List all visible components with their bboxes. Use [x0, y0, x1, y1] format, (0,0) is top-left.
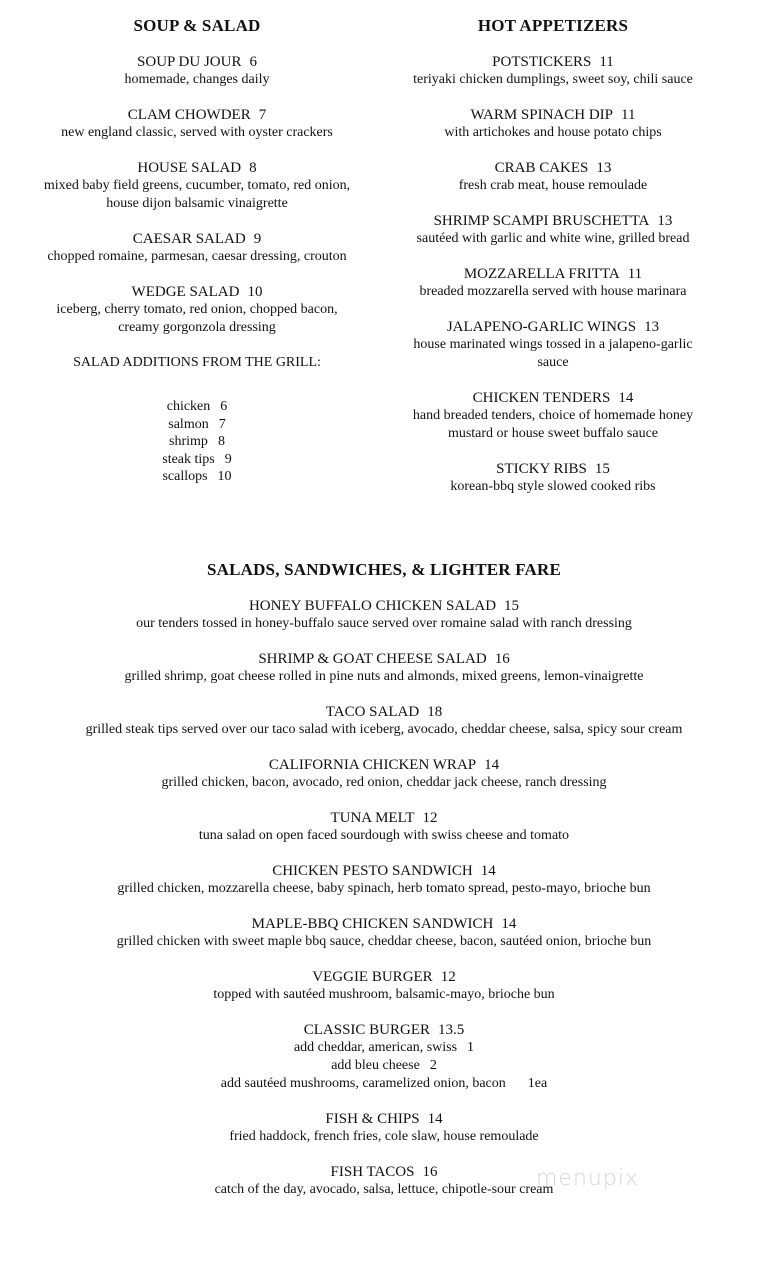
menu-item	[0, 915, 768, 951]
menu-item	[363, 159, 743, 195]
item-price: 11	[599, 54, 614, 70]
item-price: 6	[249, 54, 257, 70]
menu-item	[0, 703, 768, 739]
item-name: CRAB CAKES	[494, 160, 589, 176]
item-name: CHICKEN TENDERS	[472, 390, 611, 406]
watermark-logo: menupix	[536, 1166, 639, 1191]
item-name: SOUP DU JOUR	[137, 54, 242, 70]
item-price: 7	[258, 107, 267, 123]
menu-item	[363, 460, 743, 496]
item-description: grilled shrimp, goat cheese rolled in pine nuts and almonds, mixed greens, lemon-vinaigrette	[124, 669, 644, 684]
item-description: hand breaded tenders, choice of homemade honey mustard or house sweet buffalo sauce	[412, 408, 694, 441]
item-name: FISH & CHIPS	[325, 1111, 420, 1127]
burger-extra: add bleu cheese 2	[331, 1058, 437, 1073]
item-name: SHRIMP SCAMPI BRUSCHETTA	[433, 213, 650, 229]
item-description: teriyaki chicken dumplings, sweet soy, chili sauce	[413, 72, 693, 87]
item-name: MOZZARELLA FRITTA	[463, 266, 620, 282]
item-description: topped with sautéed mushroom, balsamic-mayo, brioche bun	[213, 987, 555, 1002]
soup-salad-section	[22, 16, 372, 486]
menu-item	[0, 756, 768, 792]
item-price: 14	[427, 1111, 443, 1127]
item-name: SHRIMP & GOAT CHEESE SALAD	[258, 651, 487, 667]
item-description: homemade, changes daily	[124, 72, 270, 87]
item-name: VEGGIE BURGER	[312, 969, 433, 985]
menu-item	[22, 159, 372, 213]
menu-item	[0, 809, 768, 845]
item-name: HONEY BUFFALO CHICKEN SALAD	[248, 598, 497, 614]
menu-item	[363, 389, 743, 443]
item-price: 8	[249, 160, 257, 176]
menu-item	[0, 968, 768, 1004]
item-description: grilled chicken, bacon, avocado, red onion, cheddar jack cheese, ranch dressing	[161, 775, 607, 790]
burger-extra: add cheddar, american, swiss 1	[293, 1040, 475, 1055]
salad-additions-heading: SALAD ADDITIONS FROM THE GRILL:	[73, 355, 321, 370]
item-price: 18	[427, 704, 443, 720]
item-description: iceberg, cherry tomato, red onion, chopped bacon, creamy gorgonzola dressing	[56, 302, 338, 335]
addition-item: salmon 7	[168, 416, 226, 432]
section-heading: SOUP & SALAD	[133, 16, 261, 35]
menu-item	[363, 106, 743, 142]
item-price: 14	[484, 757, 500, 773]
item-name: WARM SPINACH DIP	[470, 107, 614, 123]
item-description: catch of the day, avocado, salsa, lettuce, chipotle-sour cream	[214, 1182, 554, 1197]
item-name: TUNA MELT	[330, 810, 415, 826]
item-name: TACO SALAD	[325, 704, 420, 720]
menu-item	[22, 283, 372, 337]
item-description: fresh crab meat, house remoulade	[458, 178, 648, 193]
salad-additions-list	[22, 398, 372, 486]
item-price: 14	[618, 390, 634, 406]
menu-item	[0, 597, 768, 633]
menu-item-classic-burger	[0, 1021, 768, 1093]
item-price: 13	[657, 213, 673, 229]
item-price: 14	[480, 863, 496, 879]
item-price: 10	[247, 284, 263, 300]
item-price: 12	[440, 969, 456, 985]
item-price: 16	[422, 1164, 438, 1180]
item-name: CHICKEN PESTO SANDWICH	[272, 863, 473, 879]
item-name: WEDGE SALAD	[131, 284, 240, 300]
item-price: 13	[596, 160, 612, 176]
item-name: MAPLE-BBQ CHICKEN SANDWICH	[251, 916, 494, 932]
hot-appetizers-section	[363, 16, 743, 513]
item-name: CAESAR SALAD	[132, 231, 246, 247]
item-description: korean-bbq style slowed cooked ribs	[450, 479, 656, 494]
item-description: new england classic, served with oyster crackers	[61, 125, 333, 140]
item-description: with artichokes and house potato chips	[444, 125, 662, 140]
item-name: POTSTICKERS	[492, 54, 592, 70]
menu-item	[0, 862, 768, 898]
menu-item	[363, 53, 743, 89]
addition-item: steak tips 9	[162, 451, 232, 467]
item-name: HOUSE SALAD	[137, 160, 242, 176]
menu-item	[22, 106, 372, 142]
item-description: tuna salad on open faced sourdough with swiss cheese and tomato	[198, 828, 570, 843]
item-description: grilled chicken, mozzarella cheese, baby spinach, herb tomato spread, pesto-mayo, brioche bun	[117, 881, 651, 896]
item-description: our tenders tossed in honey-buffalo sauce served over romaine salad with ranch dressing	[136, 616, 632, 631]
menu-item	[363, 318, 743, 372]
section-heading: SALADS, SANDWICHES, & LIGHTER FARE	[206, 560, 562, 579]
menu-item	[363, 212, 743, 248]
item-price: 11	[621, 107, 636, 123]
item-description: fried haddock, french fries, cole slaw, house remoulade	[229, 1129, 539, 1144]
item-price: 14	[501, 916, 517, 932]
addition-item: scallops 10	[162, 469, 232, 484]
burger-extra: add sautéed mushrooms, caramelized onion, bacon 1ea	[220, 1076, 548, 1091]
menu-item	[363, 265, 743, 301]
item-description: grilled chicken with sweet maple bbq sauce, cheddar cheese, bacon, sautéed onion, brioche bun	[116, 934, 652, 949]
menu-item	[0, 1110, 768, 1146]
item-price: 12	[422, 810, 438, 826]
item-description: sautéed with garlic and white wine, grilled bread	[416, 231, 690, 246]
item-price: 9	[253, 231, 262, 247]
item-description: house marinated wings tossed in a jalapeno-garlic sauce	[413, 337, 693, 370]
menu-item	[22, 230, 372, 266]
item-name: STICKY RIBS	[496, 461, 587, 477]
item-price: 15	[504, 598, 520, 614]
addition-item: chicken 6	[166, 399, 228, 414]
item-name: CLAM CHOWDER	[127, 107, 251, 123]
menu-item	[0, 650, 768, 686]
item-price: 15	[594, 461, 610, 477]
item-name: JALAPENO-GARLIC WINGS	[446, 319, 637, 335]
item-description: mixed baby field greens, cucumber, tomato, red onion, house dijon balsamic vinaigrette	[43, 178, 351, 211]
item-name: FISH TACOS	[330, 1164, 415, 1180]
item-name: CLASSIC BURGER	[303, 1022, 431, 1038]
menu-item	[22, 53, 372, 89]
item-description: grilled steak tips served over our taco salad with iceberg, avocado, cheddar cheese, salsa, spicy sour cream	[85, 722, 683, 737]
item-price: 13	[644, 319, 660, 335]
item-name: CALIFORNIA CHICKEN WRAP	[268, 757, 477, 773]
item-price: 11	[627, 266, 643, 282]
addition-item: shrimp 8	[169, 434, 225, 449]
item-price: 13.5	[438, 1022, 465, 1038]
item-description: breaded mozzarella served with house marinara	[419, 284, 687, 299]
salads-sandwiches-section	[0, 560, 768, 1216]
menu-item	[0, 1163, 768, 1199]
item-price: 16	[494, 651, 510, 667]
item-description: chopped romaine, parmesan, caesar dressing, crouton	[47, 249, 347, 264]
section-heading: HOT APPETIZERS	[477, 16, 629, 35]
